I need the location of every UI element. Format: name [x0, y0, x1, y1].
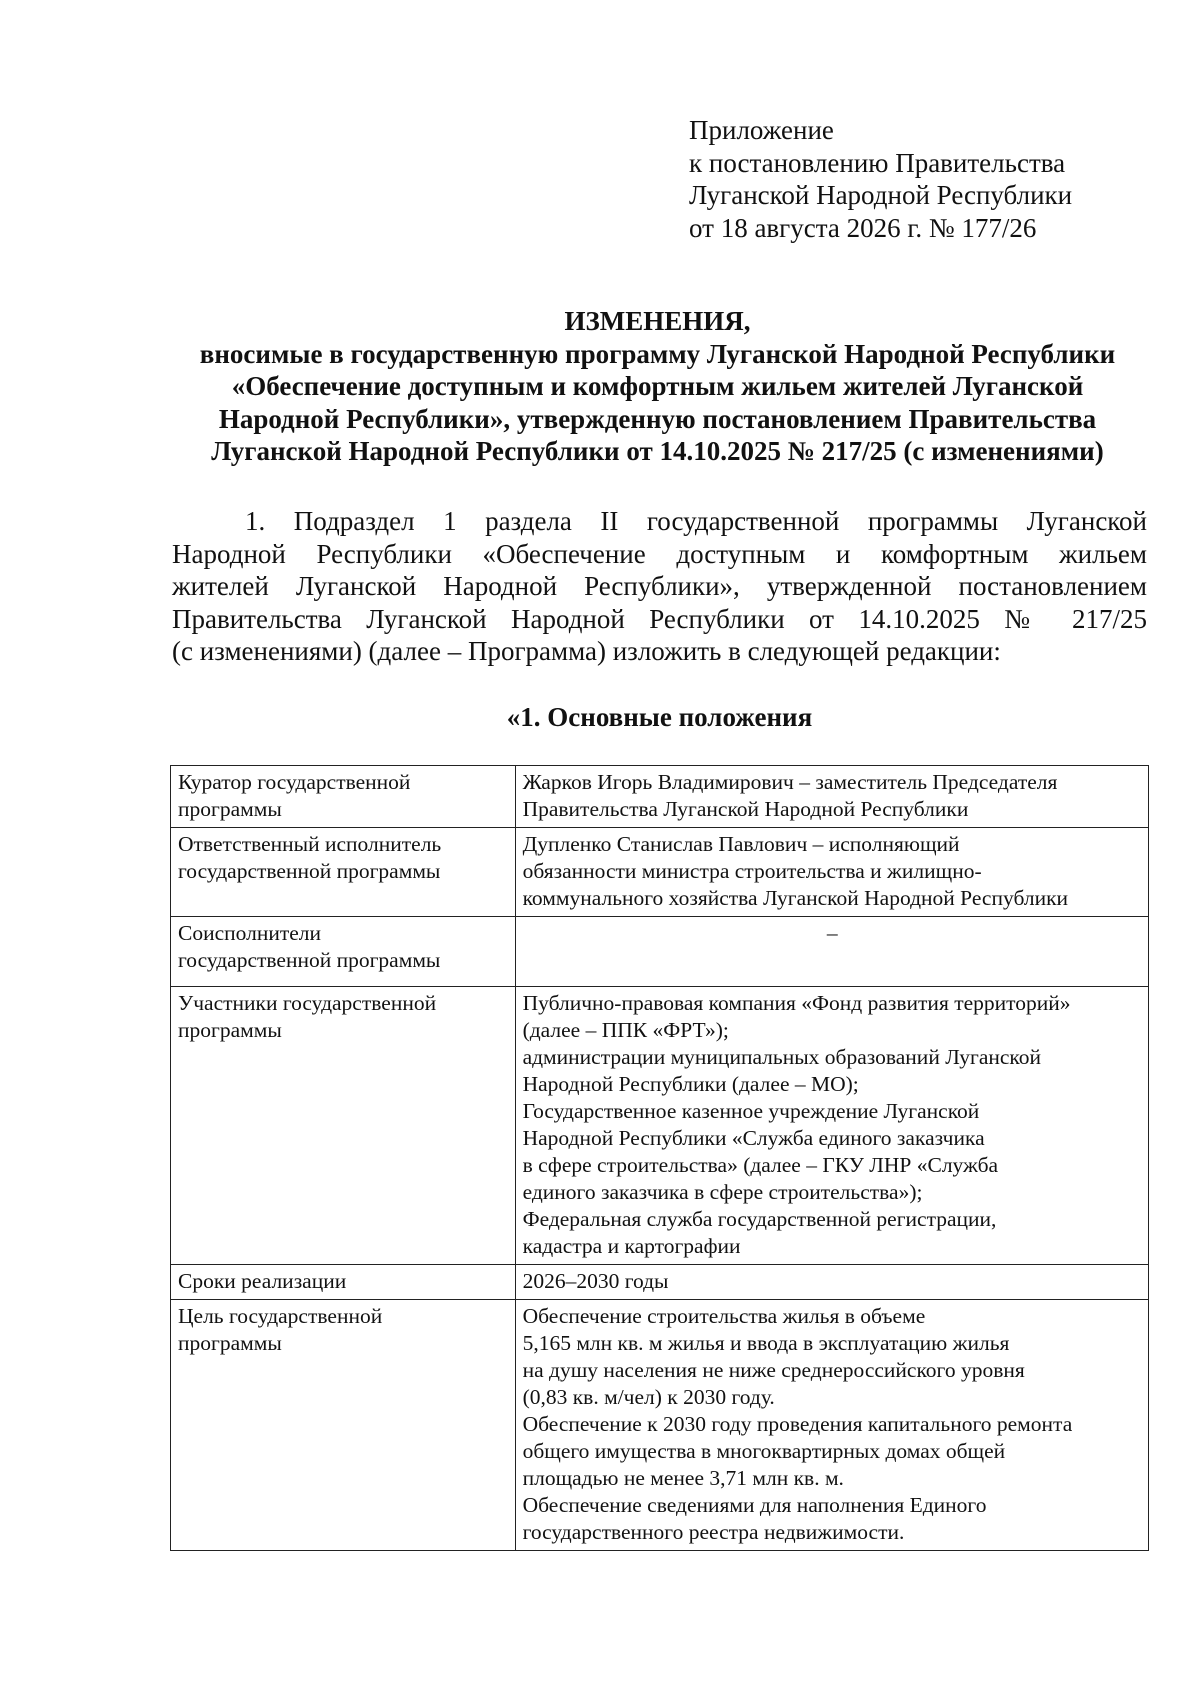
title-line: ИЗМЕНЕНИЯ,: [564, 306, 751, 336]
row-value-cell: [515, 1265, 1148, 1300]
row-label-cell: [171, 766, 516, 828]
row-label-cell: [171, 917, 516, 987]
row-label-line: программы: [178, 797, 282, 821]
body-paragraph: [172, 505, 1147, 668]
row-value-line: –: [826, 921, 838, 945]
row-value-line: площадью не менее 3,71 млн кв. м.: [522, 1466, 844, 1490]
row-value-line: Обеспечение к 2030 году проведения капитального ремонта: [522, 1412, 1073, 1436]
table-row: [171, 987, 1149, 1265]
row-value-line: единого заказчика в сфере строительства»);: [522, 1180, 923, 1204]
row-value-line: (0,83 кв. м/чел) к 2030 году.: [522, 1385, 775, 1409]
row-value-line: Публично-правовая компания «Фонд развития территорий»: [522, 991, 1071, 1015]
row-value-line: Обеспечение сведениями для наполнения Единого: [522, 1493, 987, 1517]
row-label-cell: [171, 828, 516, 917]
table-row: [171, 766, 1149, 828]
title-line: Луганской Народной Республики от 14.10.2025 № 217/25 (с изменениями): [211, 436, 1104, 466]
row-value-line: Народной Республики (далее – МО);: [522, 1072, 859, 1096]
row-label-cell: [171, 1265, 516, 1300]
paragraph-line: Правительства Луганской Народной Республики от 14.10.2025 № 217/25: [172, 603, 1147, 634]
paragraph-line: Народной Республики «Обеспечение доступным и комфортным жильем: [172, 538, 1147, 569]
row-value-line: Правительства Луганской Народной Республики: [522, 797, 969, 821]
row-label-line: Сроки реализации: [178, 1269, 347, 1293]
paragraph-line: 1. Подраздел 1 раздела II государственной программы Луганской: [245, 506, 1147, 536]
paragraph-line: (с изменениями) (далее – Программа) изложить в следующей редакции:: [172, 636, 1001, 666]
annex-line: Приложение: [689, 115, 834, 145]
row-label-line: Участники государственной: [178, 991, 437, 1015]
title-line: Народной Республики», утвержденную постановлением Правительства: [218, 403, 1097, 434]
row-label-cell: [171, 987, 516, 1265]
row-value-cell: [515, 987, 1148, 1265]
table-row: [171, 917, 1149, 987]
table-row: [171, 1300, 1149, 1551]
row-value-line: коммунального хозяйства Луганской Народной Республики: [522, 886, 1069, 910]
annex-line: Луганской Народной Республики: [689, 180, 1073, 210]
row-value-line: обязанности министра строительства и жилищно-: [522, 859, 982, 883]
row-value-line: на душу населения не ниже среднероссийского уровня: [522, 1358, 1025, 1382]
row-value-line: в сфере строительства» (далее – ГКУ ЛНР «Служба: [522, 1153, 999, 1177]
row-value-cell: [515, 766, 1148, 828]
row-value-line: администрации муниципальных образований Луганской: [522, 1045, 1042, 1069]
row-label-line: Куратор государственной: [178, 770, 411, 794]
row-value-line: Обеспечение строительства жилья в объеме: [522, 1304, 926, 1328]
row-label-line: программы: [178, 1018, 282, 1042]
row-value-cell: [515, 917, 1148, 987]
section-heading: «1. Основные положения: [506, 702, 813, 732]
annex-line: к постановлению Правительства: [689, 147, 1066, 178]
row-value-line: кадастра и картографии: [522, 1234, 741, 1258]
row-label-line: государственной программы: [178, 948, 441, 972]
row-value-line: Федеральная служба государственной регистрации,: [522, 1207, 997, 1231]
row-value-line: (далее – ППК «ФРТ»);: [522, 1018, 729, 1042]
row-value-line: Жарков Игорь Владимирович – заместитель Председателя: [522, 770, 1058, 794]
paragraph-line: жителей Луганской Народной Республики», утвержденной постановлением: [172, 571, 1147, 601]
title-line: «Обеспечение доступным и комфортным жильем жителей Луганской: [231, 371, 1084, 401]
row-value-line: Народной Республики «Служба единого заказчика: [522, 1126, 985, 1150]
row-value-line: Государственное казенное учреждение Луганской: [522, 1099, 980, 1123]
title-line: вносимые в государственную программу Луганской Народной Республики: [199, 338, 1116, 369]
row-label-line: программы: [178, 1331, 282, 1355]
row-value-line: 2026–2030 годы: [522, 1269, 669, 1293]
table-row: [171, 828, 1149, 917]
row-label-line: Ответственный исполнитель: [178, 832, 442, 856]
row-label-line: Соисполнители: [178, 921, 322, 945]
row-value-line: Дупленко Станислав Павлович – исполняющий: [522, 832, 960, 856]
row-value-line: государственного реестра недвижимости.: [522, 1520, 905, 1544]
row-value-cell: [515, 1300, 1148, 1551]
row-value-line: 5,165 млн кв. м жилья и ввода в эксплуатацию жилья: [522, 1331, 1010, 1355]
table-row: [171, 1265, 1149, 1300]
row-value-cell: [515, 828, 1148, 917]
document-title: [165, 305, 1150, 468]
row-label-line: государственной программы: [178, 859, 441, 883]
annex-line: от 18 августа 2026 г. № 177/26: [689, 212, 1037, 243]
annex-block: [689, 114, 1169, 244]
row-value-line: общего имущества в многоквартирных домах общей: [522, 1439, 1006, 1463]
row-label-cell: [171, 1300, 516, 1551]
row-label-line: Цель государственной: [178, 1304, 383, 1328]
program-table: [170, 765, 1149, 1551]
program-table-body: [171, 766, 1149, 1551]
